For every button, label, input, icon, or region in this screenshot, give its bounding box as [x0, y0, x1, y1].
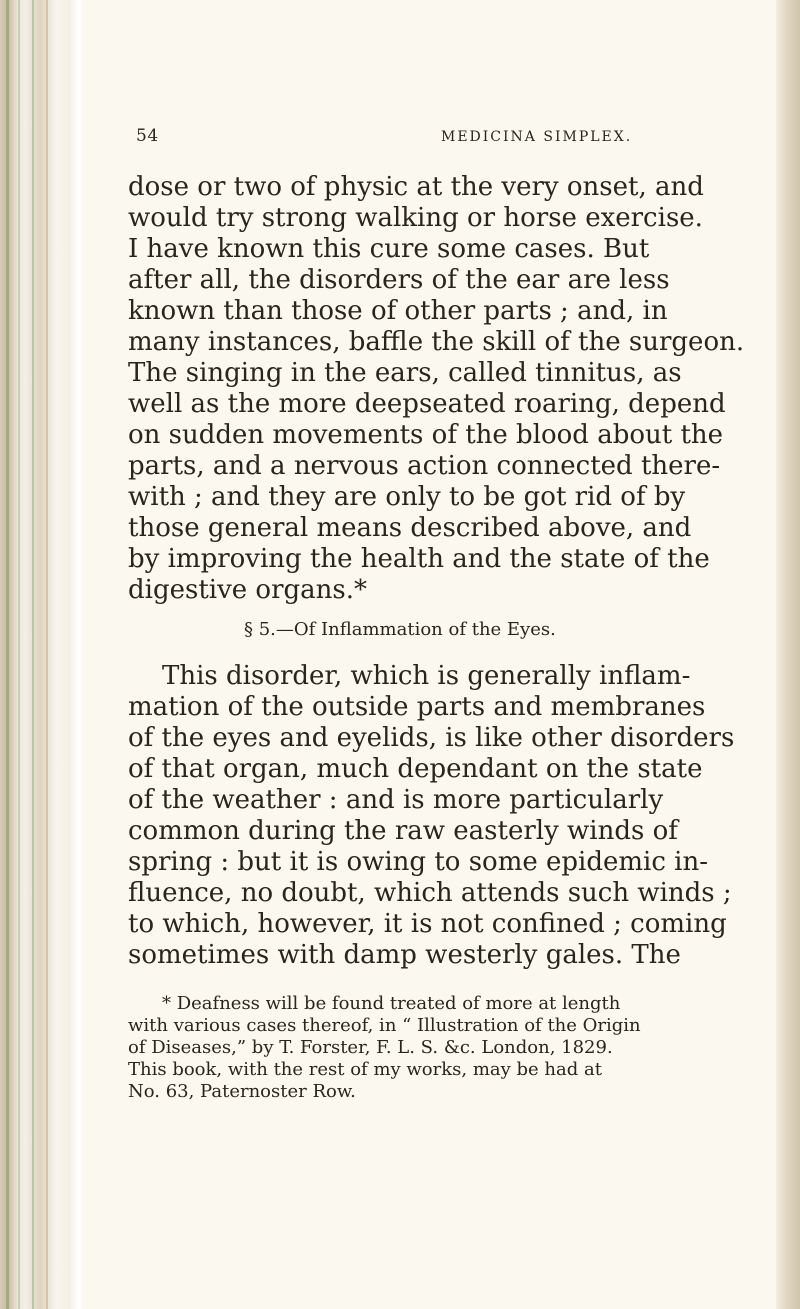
binding-streak — [46, 0, 48, 1309]
text-line: parts, and a nervous action connected there- — [128, 451, 721, 481]
book-page — [82, 0, 800, 1309]
text-line: by improving the health and the state of the — [128, 544, 710, 574]
text-line: common during the raw easterly winds of — [128, 816, 678, 846]
text-line: I have known this cure some cases. But — [128, 234, 650, 264]
text-line: fluence, no doubt, which attends such winds ; — [128, 878, 732, 908]
text-line: well as the more deepseated roaring, depend — [128, 389, 726, 419]
section-heading: § 5.—Of Inflammation of the Eyes. — [244, 619, 556, 640]
text-line: of that organ, much dependant on the state — [128, 754, 703, 784]
text-line: of the weather : and is more particularly — [128, 785, 664, 815]
page-number: 54 — [136, 126, 159, 146]
footnote-line: with various cases thereof, in “ Illustration of the Origin — [128, 1015, 641, 1036]
text-line: to which, however, it is not confined ; coming — [128, 909, 727, 939]
text-line: would try strong walking or horse exercise. — [128, 203, 703, 233]
footnote-line: of Diseases,” by T. Forster, F. L. S. &c. London, 1829. — [128, 1037, 613, 1058]
text-line: This disorder, which is generally inflam- — [162, 661, 691, 691]
footnote-line: * Deafness will be found treated of more at length — [162, 993, 621, 1014]
text-line: known than those of other parts ; and, in — [128, 296, 668, 326]
text-line: many instances, baffle the skill of the surgeon. — [128, 327, 745, 357]
text-line: digestive organs.* — [128, 575, 368, 605]
text-line: with ; and they are only to be got rid of by — [128, 482, 686, 512]
footnote-line: No. 63, Paternoster Row. — [128, 1081, 356, 1102]
text-line: those general means described above, and — [128, 513, 692, 543]
binding-streak — [18, 0, 20, 1309]
binding-streak — [6, 0, 9, 1309]
binding-streak — [32, 0, 34, 1309]
text-line: The singing in the ears, called tinnitus, as — [128, 358, 682, 388]
text-line: dose or two of physic at the very onset, and — [128, 172, 704, 202]
page-body — [82, 0, 800, 1309]
text-line: on sudden movements of the blood about the — [128, 420, 724, 450]
text-line: after all, the disorders of the ear are less — [128, 265, 670, 295]
text-line: of the eyes and eyelids, is like other disorders — [128, 723, 735, 753]
running-head: MEDICINA SIMPLEX. — [441, 129, 633, 145]
text-line: sometimes with damp westerly gales. The — [128, 940, 681, 970]
text-line: mation of the outside parts and membranes — [128, 692, 706, 722]
book-binding-edge — [0, 0, 78, 1309]
footnote-line: This book, with the rest of my works, may be had at — [128, 1059, 602, 1080]
text-line: spring : but it is owing to some epidemic in- — [128, 847, 709, 877]
